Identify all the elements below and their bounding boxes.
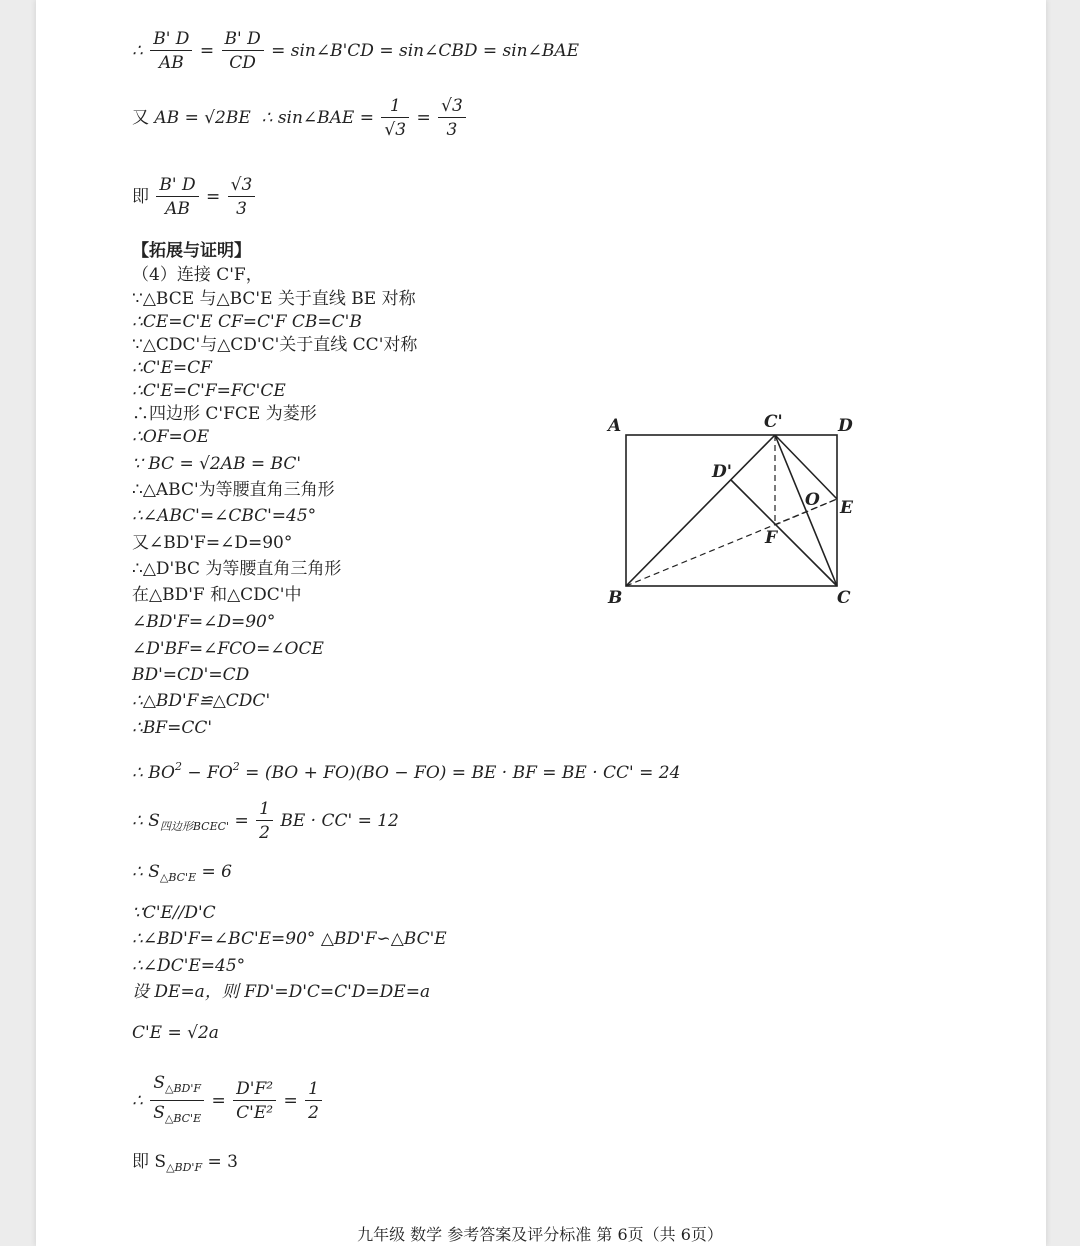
math-line-3: 即 $\frac{B' D}{AB}$ = $\frac{√3}{3}$ (132, 174, 257, 221)
proof-line: ∴∠ABC'=∠CBC'=45° (132, 506, 317, 526)
fraction: $\frac{1}{2}$ (256, 798, 273, 845)
equals: = (199, 41, 215, 61)
fraction: $\frac{B' D}{AB}$ (150, 28, 192, 75)
equation-area-triangle: ∴ $S_{\triangle BC'E} = 6$ (132, 862, 232, 884)
proof-line: 在△BD'F 和△CDC'中 (132, 585, 302, 605)
proof-line: 又∠BD'F=∠D=90° (132, 533, 293, 553)
label-c: C (837, 588, 851, 608)
equation-area-quad: ∴ $S_{四边形BCEC'}$ = $\frac{1}{2}$ BE · CC' = 12 (132, 799, 399, 843)
proof-line: ∵△BCE 与△BC'E 关于直线 BE 对称 (132, 289, 416, 309)
proof-line: ∴△ABC'为等腰直角三角形 (132, 480, 335, 500)
fraction: $\frac{1}{2}$ (305, 1078, 322, 1125)
segment-bc-prime (626, 435, 775, 586)
geometry-figure (598, 405, 868, 610)
fraction: $\frac{\text{D'F²}}{\text{C'E²}}$ (233, 1078, 276, 1125)
fraction: $\frac{B' D}{CD}$ (222, 28, 264, 75)
label-o: O (805, 490, 820, 510)
proof-line: C'E = √2a (132, 1023, 219, 1043)
proof-line: ∴四边形 C'FCE 为菱形 (132, 404, 317, 424)
proof-line: ∴△BD'F≌△CDC' (132, 691, 271, 711)
proof-line: ∴OF=OE (132, 427, 210, 447)
proof-line: ∵ BC = √2AB = BC' (132, 454, 302, 474)
label-c-prime: C' (764, 412, 783, 432)
proof-line: ∴∠BD'F=∠BC'E=90° △BD'F∽△BC'E (132, 929, 447, 949)
fraction: $\frac{√3}{3}$ (438, 95, 466, 142)
label-f: F (765, 528, 778, 548)
fraction: $\frac{1}{√3}$ (381, 95, 409, 142)
fraction: $\frac{S_{\triangle BD'F}}{S_{\triangle BC'E}}$ (150, 1072, 204, 1131)
label-a: A (608, 416, 622, 436)
therefore-symbol: ∴ (132, 41, 143, 61)
segment-d-prime-c (731, 480, 837, 586)
proof-line: BD'=CD'=CD (132, 665, 250, 685)
proof-line: ∴△D'BC 为等腰直角三角形 (132, 559, 342, 579)
label-b: B (608, 588, 623, 608)
proof-line: ∴BF=CC' (132, 718, 213, 738)
segment-c-prime-c (775, 435, 837, 586)
section-heading: 【拓展与证明】 (132, 241, 251, 261)
proof-line: ∴C'E=C'F=FC'CE (132, 381, 286, 401)
proof-line: ∠D'BF=∠FCO=∠OCE (132, 639, 324, 659)
proof-line: ∴∠DC'E=45° (132, 956, 246, 976)
proof-line: ∴C'E=CF (132, 358, 212, 378)
proof-line: ∠BD'F=∠D=90° (132, 612, 276, 632)
label-d-prime: D' (712, 462, 732, 482)
proof-line: ∵C'E//D'C (132, 903, 216, 923)
equation-area-ratio: ∴ $\frac{S_{\triangle BD'F}}{S_{\triangle BC'E}}$ = $\frac{\text{D'F²}}{\text{C'E²}}$ = $\frac{1}{2}$ (132, 1072, 324, 1131)
fraction: $\frac{√3}{3}$ (228, 174, 256, 221)
proof-line: ∵△CDC'与△CD'C'关于直线 CC'对称 (132, 335, 418, 355)
final-result: 即 $S_{\triangle BD'F} = 3$ (132, 1152, 238, 1174)
proof-line: ∴CE=C'E CF=C'F CB=C'B (132, 312, 362, 332)
label-e: E (840, 498, 853, 518)
proof-line: （4）连接 C'F， (132, 265, 263, 285)
proof-line: 设 DE=a，则 FD'=D'C=C'D=DE=a (132, 982, 431, 1002)
page-footer: 九年级 数学 参考答案及评分标准 第 6页（共 6页） (357, 1225, 723, 1244)
math-line-1 (132, 28, 579, 75)
label-d: D (838, 416, 853, 436)
math-line-2: 又 AB = √2BE ∴ sin∠BAE = $\frac{1}{√3}$ = $\frac{√3}{3}$ (132, 95, 468, 142)
equation-squares: ∴ $BO^2 - FO^2 = (BO + FO)(BO - FO)$ = BE · BF = BE · CC' = 24 (132, 760, 681, 783)
equation-rest: = sin∠B'CD = sin∠CBD = sin∠BAE (271, 41, 580, 61)
fraction: $\frac{B' D}{AB}$ (156, 174, 198, 221)
